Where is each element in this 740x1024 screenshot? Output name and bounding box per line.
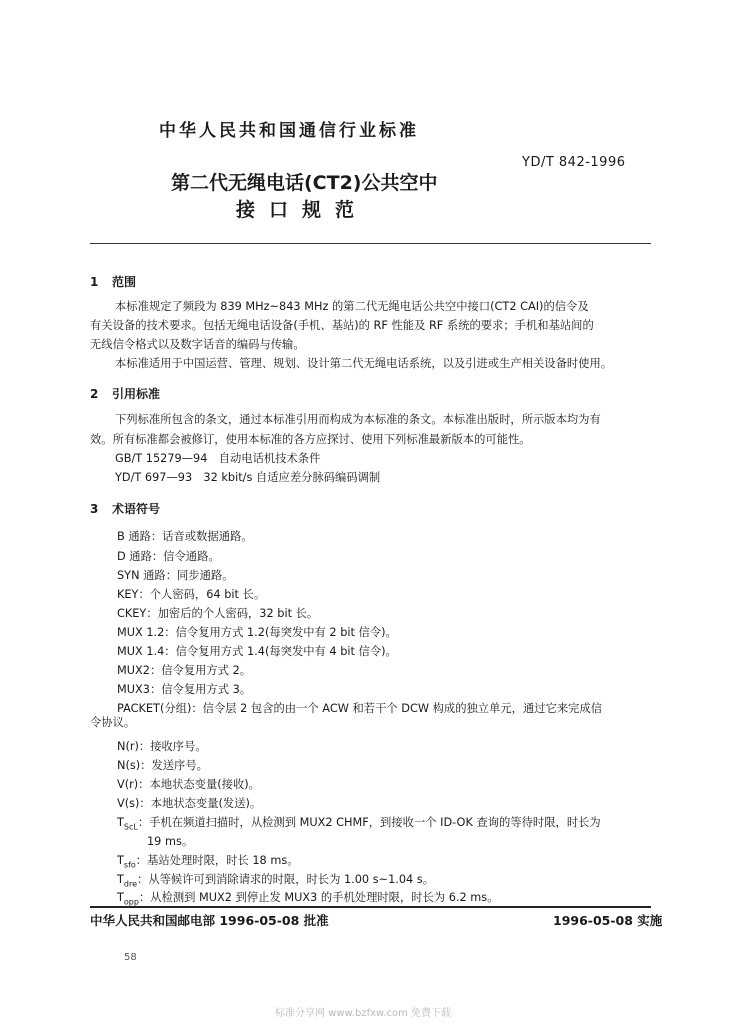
paragraph-line: 效。所有标准都会被修订，使用本标准的各方应探讨、使用下列标准最新版本的可能性。	[90, 433, 531, 446]
standard-code: YD/T 842-1996	[522, 155, 626, 170]
term-definition: ：手机在频道扫描时，从检测到 MUX2 CHMF，到接收一个 ID-OK 查询的等待时限，时长为	[137, 816, 601, 829]
page-number: 58	[124, 952, 137, 963]
term-item	[117, 814, 601, 831]
paragraph: 本标准适用于中国运营、管理、规划、设计第二代无绳电话系统，以及引进或生产相关设备时使用。	[115, 357, 613, 370]
term-item-continuation: 19 ms。	[147, 835, 194, 848]
term-item: V(r)：本地状态变量(接收)。	[117, 778, 260, 791]
approval-line: 中华人民共和国邮电部 1996-05-08 批准	[90, 913, 329, 928]
term-symbol: T	[117, 891, 124, 904]
term-item: MUX2：信令复用方式 2。	[117, 664, 252, 677]
site-watermark: 标准分享网 www.bzfxw.com 免费下载	[275, 1008, 451, 1019]
term-item: V(s)：本地状态变量(发送)。	[117, 797, 262, 810]
term-item: B 通路：话音或数据通路。	[117, 530, 253, 543]
term-item: KEY：个人密码，64 bit 长。	[117, 588, 266, 601]
section-title: 引用标准	[112, 387, 161, 401]
paragraph-line: 本标准规定了频段为 839 MHz~843 MHz 的第二代无绳电话公共空中接口(CT2 CAI)的信令及	[115, 300, 589, 313]
term-item: MUX3：信令复用方式 3。	[117, 683, 252, 696]
term-item: PACKET(分组)：信令层 2 包含的由一个 ACW 和若干个 DCW 构成的独立单元，通过它来完成信	[117, 702, 603, 715]
section-title: 范围	[112, 275, 137, 289]
section-number: 3	[90, 502, 99, 516]
term-definition: ：从等候许可到消除请求的时限，时长为 1.00 s~1.04 s。	[137, 873, 434, 886]
paragraph-line: 无线信令格式以及数字话音的编码与传输。	[90, 338, 305, 351]
section-number: 1	[90, 275, 99, 289]
footer-divider	[90, 906, 651, 908]
term-item	[117, 852, 299, 869]
section-2-heading	[90, 385, 160, 402]
paragraph-line: 下列标准所包含的条文，通过本标准引用而构成为本标准的条文。本标准出版时，所示版本均为有	[115, 413, 601, 426]
header-divider	[90, 243, 651, 244]
standard-category: 中华人民共和国通信行业标准	[159, 121, 419, 141]
term-symbol: T	[117, 854, 124, 867]
term-item	[117, 889, 499, 906]
term-item: D 通路：信令通路。	[117, 550, 220, 563]
term-item: N(s)：发送序号。	[117, 759, 208, 772]
implementation-date: 1996-05-08 实施	[553, 913, 663, 928]
term-item: CKEY：加密后的个人密码，32 bit 长。	[117, 607, 319, 620]
term-item	[117, 871, 434, 888]
term-symbol: T	[117, 873, 124, 886]
reference-item: GB/T 15279—94 自动电话机技术条件	[115, 452, 321, 465]
term-subscript: ScL	[123, 822, 138, 832]
document-title-line1: 第二代无绳电话(CT2)公共空中	[171, 172, 438, 194]
term-symbol: T	[117, 816, 124, 829]
term-definition: ：从检测到 MUX2 到停止发 MUX3 的手机处理时限，时长为 6.2 ms。	[138, 891, 499, 904]
reference-item: YD/T 697—93 32 kbit/s 自适应差分脉码编码调制	[115, 471, 381, 484]
term-subscript: opp	[123, 897, 139, 907]
section-number: 2	[90, 387, 99, 401]
section-title: 术语符号	[112, 502, 161, 516]
term-subscript: dre	[123, 879, 138, 889]
section-1-heading	[90, 273, 136, 290]
term-item: SYN 通路：同步通路。	[117, 569, 234, 582]
term-item: MUX 1.2：信令复用方式 1.2(每突发中有 2 bit 信令)。	[117, 626, 397, 639]
term-item-continuation: 令协议。	[90, 716, 136, 729]
term-item: MUX 1.4：信令复用方式 1.4(每突发中有 4 bit 信令)。	[117, 645, 397, 658]
paragraph-line: 有关设备的技术要求。包括无绳电话设备(手机、基站)的 RF 性能及 RF 系统的要求；手机和基站间的	[90, 319, 594, 332]
document-title-line2: 接口规范	[236, 199, 369, 221]
term-item: N(r)：接收序号。	[117, 740, 207, 753]
term-definition: ：基站处理时限，时长 18 ms。	[135, 854, 299, 867]
term-subscript: sfo	[123, 860, 136, 870]
section-3-heading	[90, 500, 160, 517]
